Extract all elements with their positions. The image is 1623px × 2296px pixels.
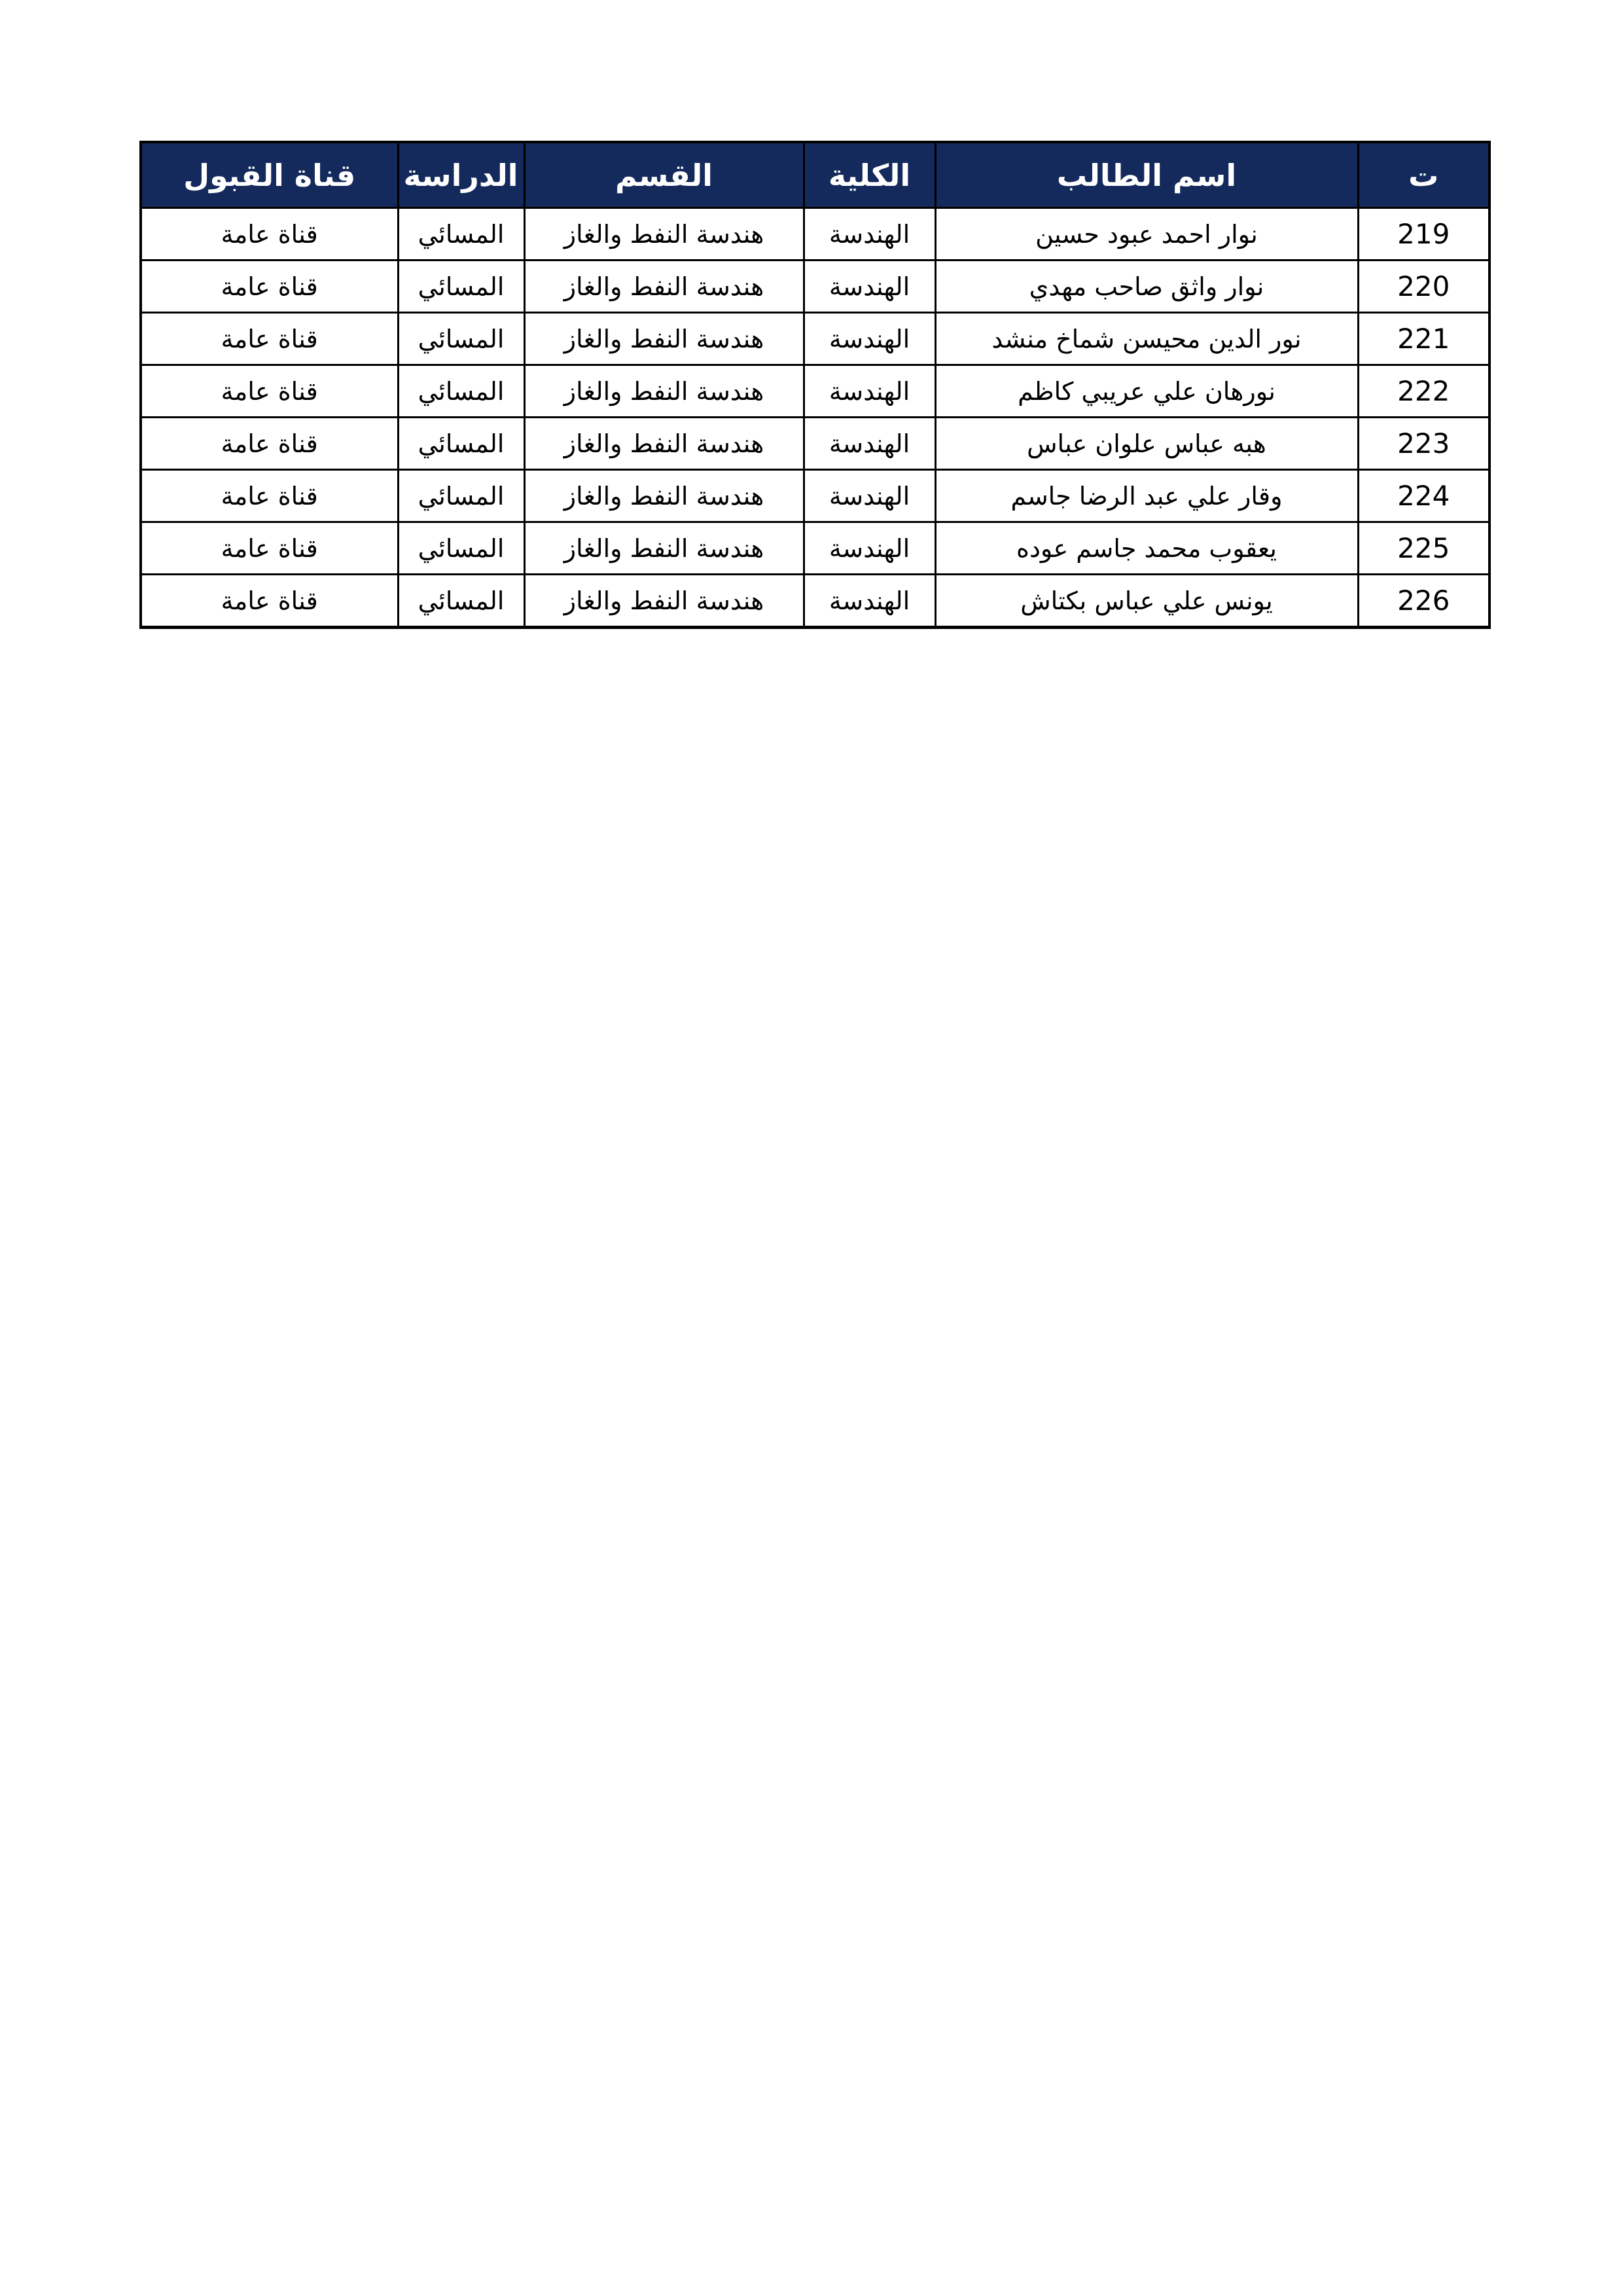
table-row (141, 260, 1489, 313)
cell-college: الهندسة (804, 470, 935, 522)
cell-college: الهندسة (804, 208, 935, 260)
cell-index: 225 (1358, 522, 1489, 575)
cell-channel: قناة عامة (141, 418, 398, 470)
table-row (141, 522, 1489, 575)
cell-study: المسائي (398, 522, 524, 575)
cell-dept: هندسة النفط والغاز (524, 470, 804, 522)
cell-index: 226 (1358, 575, 1489, 628)
cell-dept: هندسة النفط والغاز (524, 208, 804, 260)
header-cell-channel: قناة القبول (141, 142, 398, 208)
cell-channel: قناة عامة (141, 260, 398, 313)
cell-channel: قناة عامة (141, 208, 398, 260)
cell-study: المسائي (398, 208, 524, 260)
header-cell-dept: القسم (524, 142, 804, 208)
cell-dept: هندسة النفط والغاز (524, 575, 804, 628)
cell-dept: هندسة النفط والغاز (524, 260, 804, 313)
header-cell-index: ت (1358, 142, 1489, 208)
table-row (141, 575, 1489, 628)
cell-dept: هندسة النفط والغاز (524, 365, 804, 418)
cell-index: 222 (1358, 365, 1489, 418)
header-cell-name: اسم الطالب (935, 142, 1358, 208)
cell-college: الهندسة (804, 575, 935, 628)
cell-study: المسائي (398, 470, 524, 522)
cell-name: يونس علي عباس بكتاش (935, 575, 1358, 628)
cell-channel: قناة عامة (141, 522, 398, 575)
cell-college: الهندسة (804, 522, 935, 575)
table-row (141, 365, 1489, 418)
cell-dept: هندسة النفط والغاز (524, 418, 804, 470)
cell-name: نوار واثق صاحب مهدي (935, 260, 1358, 313)
table-row (141, 470, 1489, 522)
cell-name: نورهان علي عريبي كاظم (935, 365, 1358, 418)
cell-name: وقار علي عبد الرضا جاسم (935, 470, 1358, 522)
table-row (141, 418, 1489, 470)
cell-name: هبه عباس علوان عباس (935, 418, 1358, 470)
table-row (141, 313, 1489, 365)
cell-study: المسائي (398, 260, 524, 313)
cell-study: المسائي (398, 365, 524, 418)
cell-college: الهندسة (804, 260, 935, 313)
cell-name: يعقوب محمد جاسم عوده (935, 522, 1358, 575)
cell-name: نور الدين محيسن شماخ منشد (935, 313, 1358, 365)
cell-index: 220 (1358, 260, 1489, 313)
table-header-row (141, 142, 1489, 208)
students-table (139, 141, 1491, 629)
cell-name: نوار احمد عبود حسين (935, 208, 1358, 260)
cell-index: 219 (1358, 208, 1489, 260)
cell-college: الهندسة (804, 418, 935, 470)
cell-college: الهندسة (804, 313, 935, 365)
cell-study: المسائي (398, 313, 524, 365)
cell-channel: قناة عامة (141, 575, 398, 628)
header-cell-study: الدراسة (398, 142, 524, 208)
header-cell-college: الكلية (804, 142, 935, 208)
cell-index: 221 (1358, 313, 1489, 365)
cell-study: المسائي (398, 575, 524, 628)
cell-college: الهندسة (804, 365, 935, 418)
cell-channel: قناة عامة (141, 470, 398, 522)
cell-dept: هندسة النفط والغاز (524, 522, 804, 575)
cell-dept: هندسة النفط والغاز (524, 313, 804, 365)
cell-index: 224 (1358, 470, 1489, 522)
cell-study: المسائي (398, 418, 524, 470)
table-row (141, 208, 1489, 260)
cell-index: 223 (1358, 418, 1489, 470)
cell-channel: قناة عامة (141, 313, 398, 365)
cell-channel: قناة عامة (141, 365, 398, 418)
